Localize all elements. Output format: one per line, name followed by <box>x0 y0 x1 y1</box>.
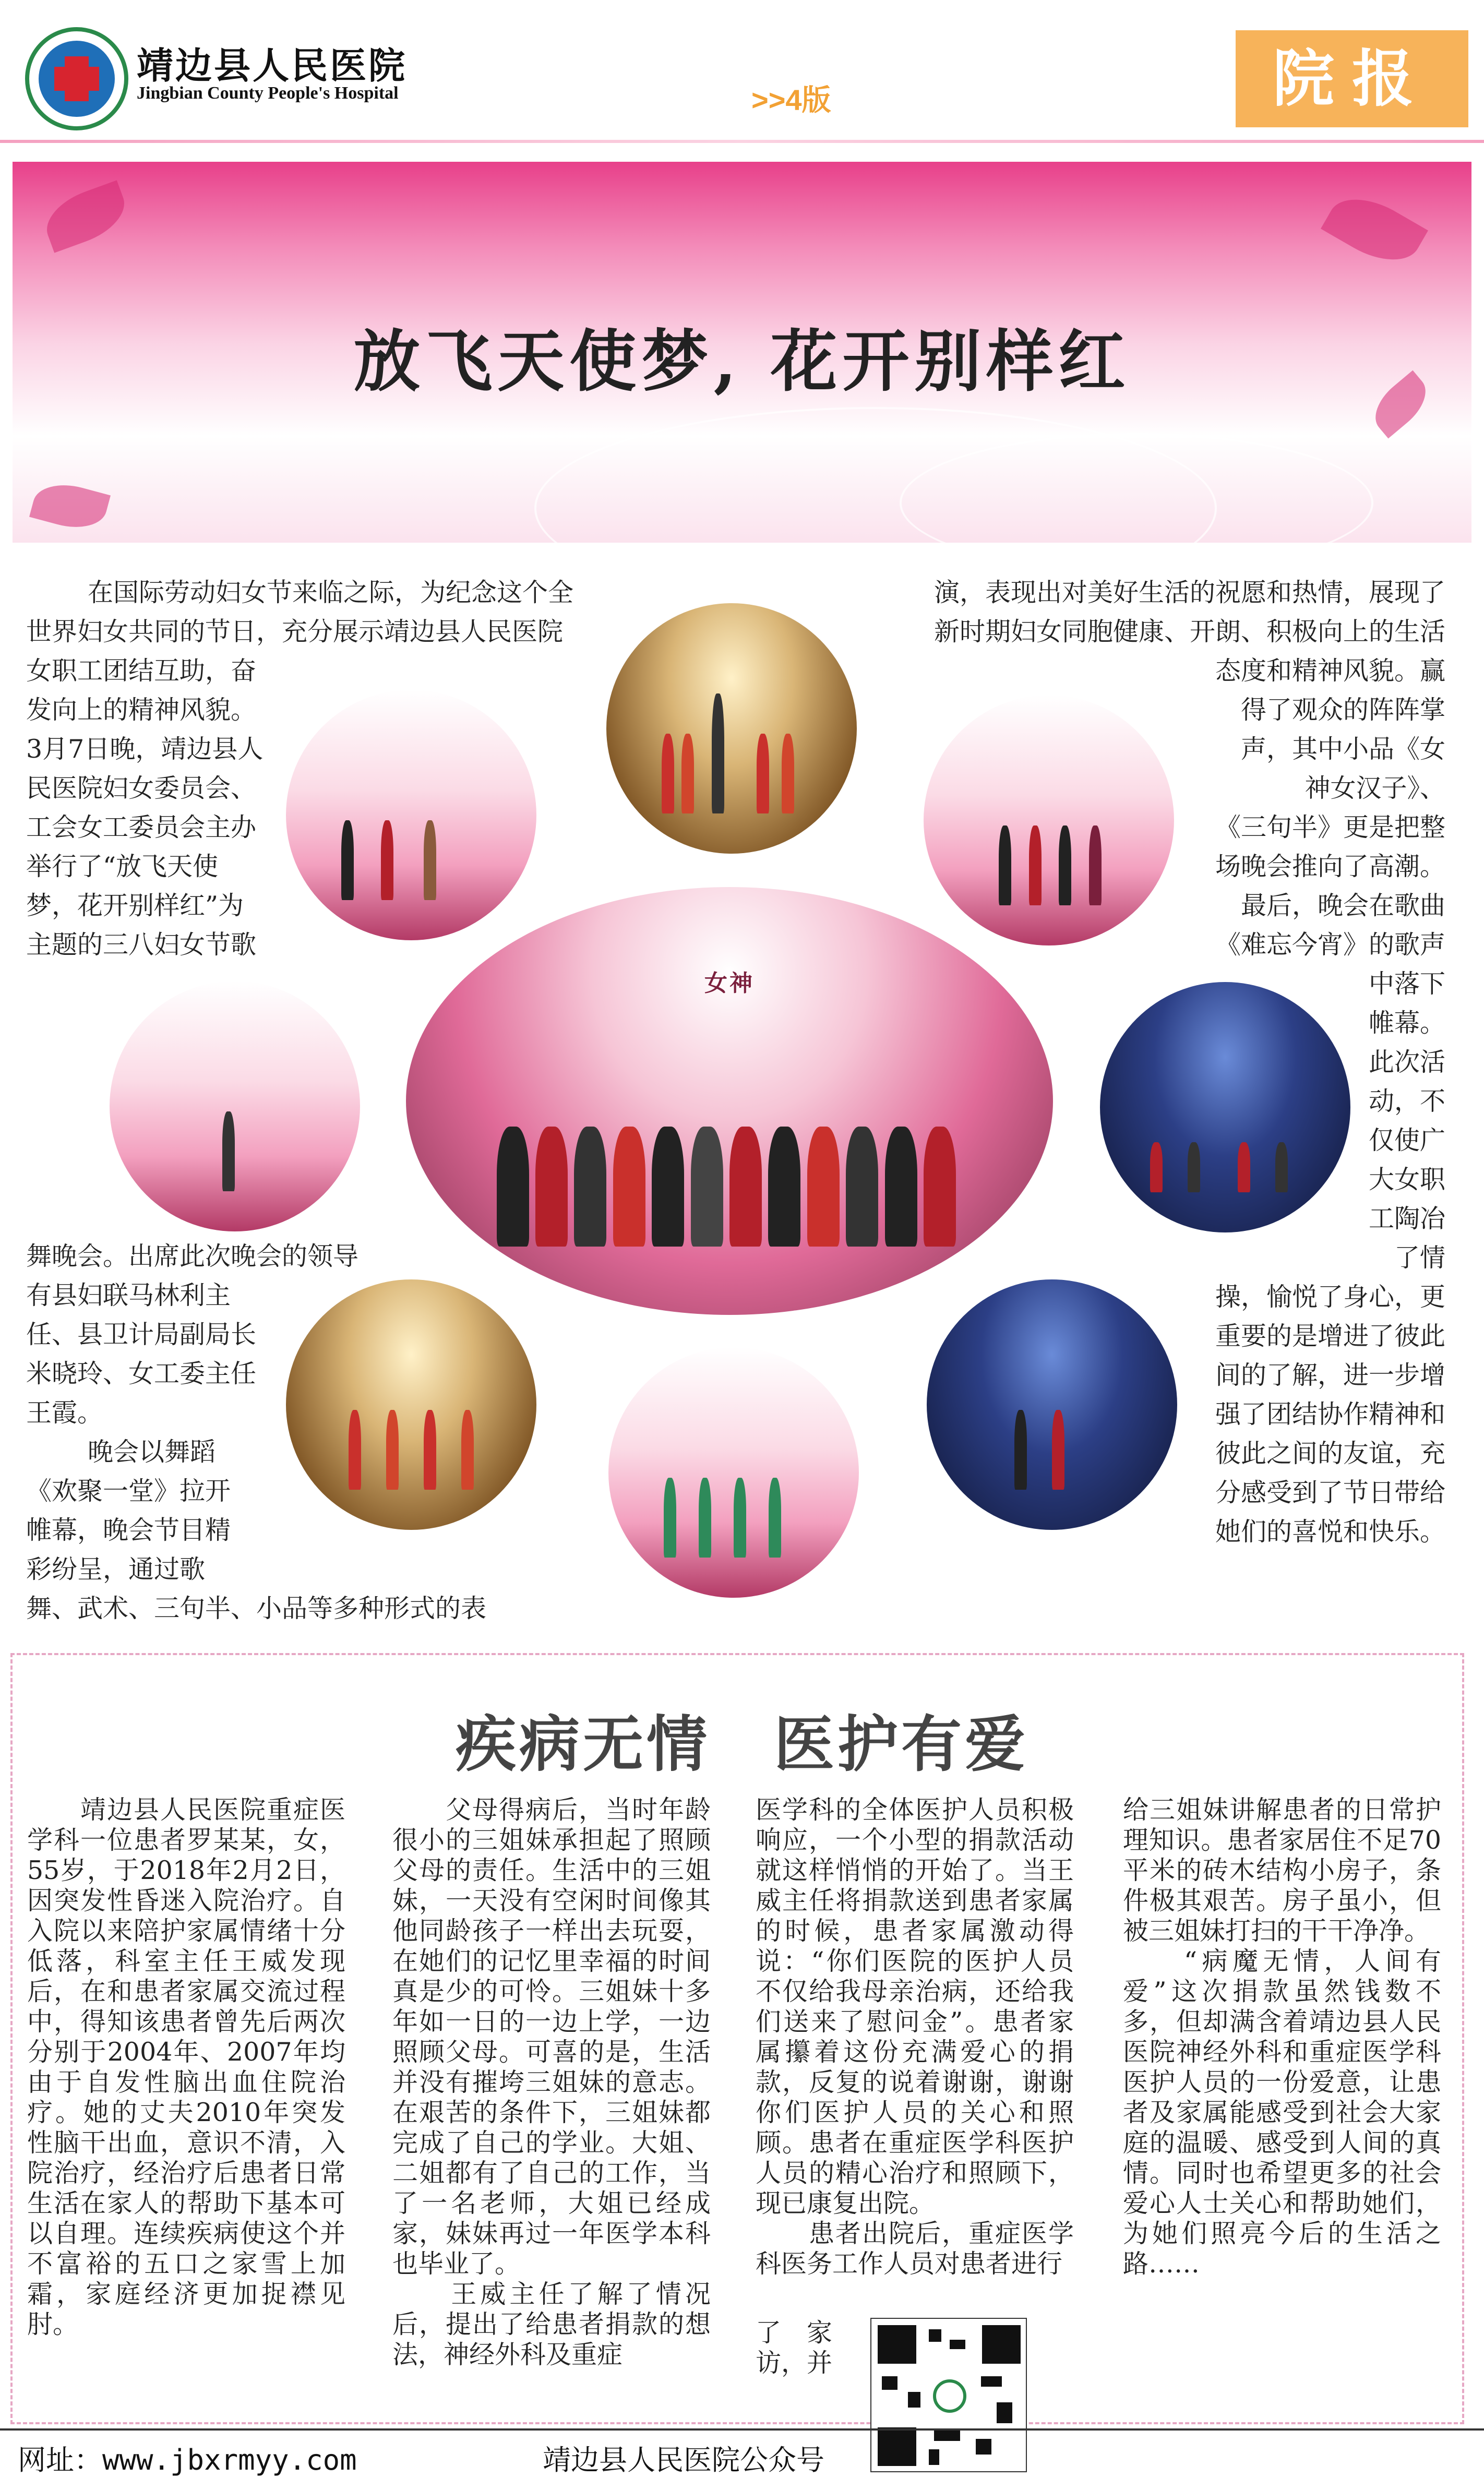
text-line: 王霞。 <box>26 1398 103 1428</box>
petal-icon <box>38 180 133 253</box>
qr-code[interactable] <box>870 2318 1027 2472</box>
text-line: 动，不 <box>1368 1086 1445 1116</box>
text-line: 了情 <box>1394 1243 1445 1273</box>
logo-emblem <box>39 41 115 117</box>
text-line: 态度和精神风貌。赢 <box>1215 656 1445 686</box>
article1-title: 放飞天使梦, 花开别样红 <box>353 322 1131 401</box>
section-tag: 院报 <box>1236 30 1468 127</box>
text-line: 民医院妇女委员会、 <box>26 773 257 803</box>
text-line: 演，表现出对美好生活的祝愿和热情，展现了 <box>934 578 1445 607</box>
photo-leaders-on-stage <box>286 690 536 940</box>
footer-divider <box>0 2428 1484 2431</box>
text-line: 重要的是增进了彼此 <box>1215 1321 1445 1351</box>
photo-hosts-on-stage <box>924 695 1174 945</box>
text-line: 有县妇联马林利主 <box>26 1280 231 1310</box>
text-line: 大女职 <box>1368 1165 1445 1194</box>
article1-banner <box>13 162 1471 543</box>
article2-column-2: 父母得病后，当时年龄很小的三姐妹承担起了照顾父母的责任。生活中的三姐妹，一天没有空闲时间像其他同龄孩子一样出去玩耍，在她们的记忆里幸福的时间真是少的可怜。三姐妹十多年如一日的一边上学，一边照顾父母。可喜的是，生活并没有摧垮三姐妹的意志。在艰苦的条件下，三姐妹都完成了自己的学业。大姐、二姐都有了自己的工作，当了一名老师，大姐已经成家，妹妹再过一年医学本科也毕业了。 王威主任了解了情况后，提出了给患者捐款的想法，神经外科及重症 <box>392 1795 711 2369</box>
photo-dance-hall <box>1100 982 1350 1232</box>
text-line: 举行了“放飞天使 <box>26 852 219 881</box>
article2-column-3: 医学科的全体医护人员积极响应，一个小型的捐款活动就这样悄悄的开始了。当王威主任将捐款送到患者家属的时候，患者家属激动得说：“你们医院的医护人员不仅给我母亲治病，还给我们送来了慰问金”。患者家属攥着这份充满爱心的捐款，反复的说着谢谢，谢谢你们医护人员的关心和照顾。患者在重症医学科医护人员的精心治疗和照顾下，现已康复出院。 患者出院后，重症医学科医务工作人员对患者进行 <box>756 1795 1074 2279</box>
text-line: 帷幕，晚会节目精 <box>26 1515 231 1545</box>
text-line: 间的了解，进一步增 <box>1215 1360 1445 1390</box>
hospital-name-cn: 靖边县人民医院 <box>137 44 407 87</box>
text-line: 晚会以舞蹈 <box>88 1437 216 1467</box>
text-line: 女职工团结互助，奋 <box>26 656 257 686</box>
text-line: 任、县卫计局副局长 <box>26 1320 257 1349</box>
text-line: 了 家 <box>756 2318 833 2348</box>
qr-hospital-emblem-icon <box>933 2379 966 2413</box>
text-line: 帷幕。 <box>1368 1008 1445 1038</box>
photo-fan-dance <box>286 1279 536 1530</box>
footer-website[interactable]: 网址：www.jbxrmyy.com <box>18 2444 357 2476</box>
text-line: 中落下 <box>1368 969 1445 999</box>
text-line: 仅使广 <box>1368 1126 1445 1155</box>
text-line: 场晚会推向了高潮。 <box>1215 852 1445 881</box>
text-line: 舞晚会。出席此次晚会的领导 <box>26 1241 359 1271</box>
text-line: 神女汉子》、 <box>1305 773 1445 803</box>
text-line: 工会女工委员会主办 <box>26 812 257 842</box>
text-line: 舞、武术、三句半、小品等多种形式的表 <box>26 1594 487 1623</box>
text-line: 操，愉悦了身心，更 <box>1215 1282 1445 1312</box>
text-line: 新时期妇女同胞健康、开朗、积极向上的生活 <box>934 617 1445 647</box>
text-line: 声，其中小品《女 <box>1240 734 1445 764</box>
text-line: 访，并 <box>756 2348 833 2378</box>
text-line: 在国际劳动妇女节来临之际，为纪念这个全 <box>88 578 574 607</box>
text-line: 此次活 <box>1368 1047 1445 1077</box>
photo-center-caption: 女神 <box>704 969 755 997</box>
text-line: 强了团结协作精神和 <box>1215 1399 1445 1429</box>
text-line: 彼此之间的友谊，充 <box>1215 1439 1445 1468</box>
text-line: 分感受到了节日带给 <box>1215 1478 1445 1507</box>
text-line: 她们的喜悦和快乐。 <box>1215 1517 1445 1547</box>
header-divider <box>0 140 1484 143</box>
text-line: 得了观众的阵阵掌 <box>1240 695 1445 725</box>
photo-performance-singer <box>606 603 857 854</box>
text-line: 米晓玲、女工委主任 <box>26 1359 257 1388</box>
hospital-logo <box>25 27 128 130</box>
photo-speaker <box>110 981 360 1231</box>
text-line: 最后，晚会在歌曲 <box>1240 891 1445 920</box>
photo-group-main <box>406 887 1053 1315</box>
text-line: 主题的三八妇女节歌 <box>26 930 257 960</box>
text-line: 《欢聚一堂》拉开 <box>26 1476 231 1506</box>
petal-icon <box>1321 184 1428 276</box>
text-line: 《难忘今宵》的歌声 <box>1215 930 1445 960</box>
page-indicator: >>4版 <box>751 83 831 116</box>
article2-column-3-tail <box>756 2318 860 2378</box>
text-line: 彩纷呈，通过歌 <box>26 1554 206 1584</box>
petal-icon <box>29 476 111 536</box>
footer-wechat-account: 靖边县人民医院公众号 <box>543 2444 824 2476</box>
text-line: 世界妇女共同的节日，充分展示靖边县人民医院 <box>26 617 564 647</box>
text-line: 梦，花开别样红”为 <box>26 891 244 920</box>
text-line: 发向上的精神风貌。 <box>26 695 257 725</box>
article2-title: 疾病无情 医护有爱 <box>456 1709 1028 1780</box>
hospital-name-en: Jingbian County People's Hospital <box>137 83 399 103</box>
text-line: 工陶冶 <box>1368 1204 1445 1234</box>
article2-column-4: 给三姐妹讲解患者的日常护理知识。患者家居住不足70平米的砖木结构小房子，条件极其艰苦。房子虽小，但被三姐妹打扫的干干净净。 “病魔无情，人间有爱”这次捐款虽然钱数不多，但却满含着靖边县人民医院神经外科和重症医学科医护人员的一份爱意，让患者及家属能感受到社会大家庭的温暖、感受到人间的真情。同时也希望更多的社会爱心人士关心和帮助她们，为她们照亮今后的生活之路…… <box>1123 1795 1441 2279</box>
text-line: 《三句半》更是把整 <box>1215 812 1445 842</box>
article2-column-1: 靖边县人民医院重症医学科一位患者罗某某，女，55岁，于2018年2月2日，因突发性昏迷入院治疗。自入院以来陪护家属情绪十分低落，科室主任王威发现后，在和患者家属交流过程中，得知该患者曾先后两次分别于2004年、2007年均由于自发性脑出血住院治疗。她的丈夫2010年突发性脑干出血，意识不清，入院治疗，经治疗后患者日常生活在家人的帮助下基本可以自理。连续疾病使这个并不富裕的五口之家雪上加霜，家庭经济更加捉襟见肘。 <box>27 1795 345 2339</box>
text-line: 3月7日晚，靖边县人 <box>26 734 264 764</box>
photo-qipao-show <box>608 1347 859 1598</box>
photo-ballroom-dance <box>927 1279 1177 1530</box>
